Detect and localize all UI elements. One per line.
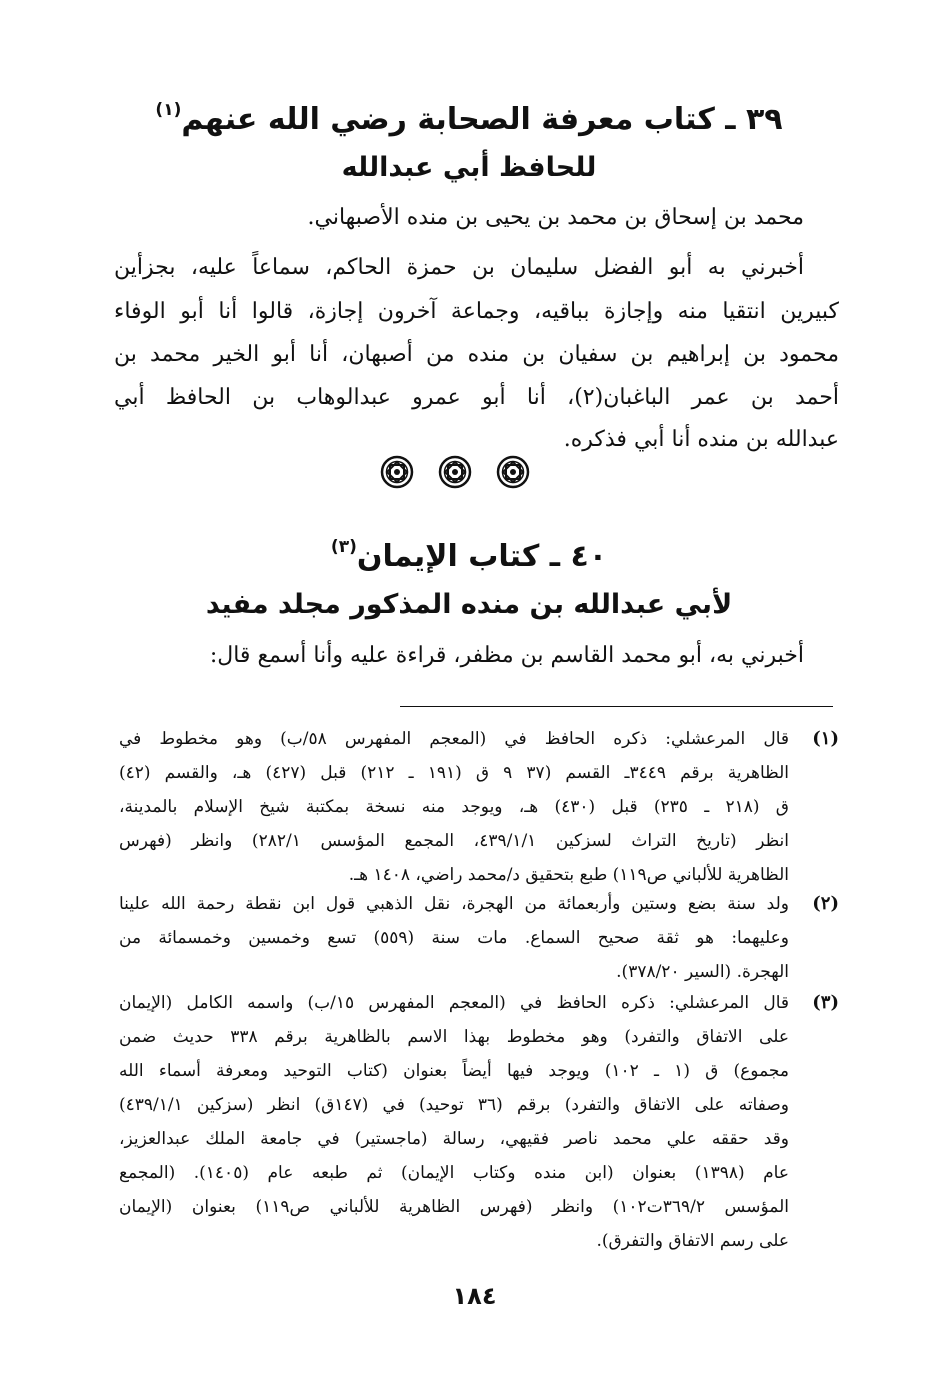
section-title-39 (139, 98, 799, 142)
section-subtitle-39: للحافظ أبي عبدالله (341, 152, 597, 183)
ornament-icon (438, 455, 472, 489)
footnote-line: على رسم الاتفاق والتفرق). (596, 1231, 789, 1251)
footnote-line: مجموع) ق (١ ـ ١٠٢) ويوجد فيها أيضاً بعنوان (كتاب التوحيد ومعرفة أسماء الله (119, 1061, 789, 1081)
body-line: محمود بن إبراهيم بن سفيان بن منده من أصبهان، أنا أبو الخير محمد بن (114, 342, 839, 367)
footnote-line: الهجرة. (السير ٣٧٨/٢٠). (616, 962, 789, 982)
footnote-line: ولد سنة بضع وستين وأربعمائة من الهجرة، نقل الذهبي قول ابن نقطة رحمة الله علينا (119, 894, 789, 914)
footnote-line: على الاتفاق والتفرد) وهو مخطوط بهذا الاسم بالظاهرية برقم ٣٣٨ حديث ضمن (119, 1027, 789, 1047)
body-line: عبدالله بن منده أنا أبي فذكره. (563, 427, 839, 452)
footnote-number: (٣) (812, 992, 839, 1013)
body-line: أخبرني به، أبو محمد القاسم بن مظفر، قراءة عليه وأنا أسمع قال: (209, 643, 804, 668)
footnote-line: وقد حققه علي محمد ناصر فقيهي، رسالة (ماجستير) في جامعة الملك عبدالعزيز، (119, 1129, 789, 1149)
footnote-separator (400, 706, 833, 707)
footnote-number: (٢) (812, 893, 839, 914)
page-number: ١٨٤ (452, 1282, 497, 1310)
section-title-text: ٣٩ ـ كتاب معرفة الصحابة رضي الله عنهم (181, 102, 783, 137)
section-ornaments (380, 455, 530, 489)
footnote-line: الظاهرية برقم ٣٤٤٩ـ القسم (٣٧ ٩ ق (١٩١ ـ ٢١٢) قبل (٤٢٧) هـ، والقسم (٤٢) (119, 763, 790, 783)
footnote-line: قال المرعشلي: ذكره الحافظ في (المعجم المفهرس ٥٨/ب) وهو مخطوط في (119, 729, 789, 749)
footnote-line: وعليهما: هو ثقة صحيح السماع. مات سنة (٥٥٩) تسع وخمسين وخمسمائة من (119, 928, 789, 948)
section-subtitle-40: لأبي عبدالله بن منده المذكور مجلد مفيد (205, 589, 733, 620)
footnote-line: عام (١٣٩٨) بعنوان (ابن منده وكتاب الإيمان) ثم طبعه عام (١٤٠٥). (المجمع (119, 1163, 789, 1183)
body-line: كبيرين انتقيا منه وإجازة بباقيه، وجماعة آخرون إجازة، قالوا أنا أبو الوفاء (114, 299, 839, 324)
footnote-line: وصفاته على الاتفاق والتفرد) برقم (٣٦ توحيد) في (١٤٧ق) انظر (سزكين ٤٣٩/١/١) (119, 1095, 789, 1115)
section-title-40 (139, 535, 799, 579)
body-line: محمد بن إسحاق بن محمد بن يحيى بن منده الأصبهاني. (307, 205, 804, 230)
body-line: أحمد بن عمر الباغبان(٢)، أنا أبو عمرو عبدالوهاب بن الحافظ أبي (114, 385, 839, 410)
footnote-ref-3: (٣) (330, 537, 357, 557)
ornament-icon (496, 455, 530, 489)
footnote-line: ق (٢١٨ ـ ٢٣٥) قبل (٤٣٠) هـ، ويوجد منه نسخة بمكتبة شيخ الإسلام بالمدينة، (119, 797, 789, 817)
footnote-line: قال المرعشلي: ذكره الحافظ في (المعجم المفهرس ١٥/ب) واسمه الكامل (الإيمان (119, 993, 789, 1013)
footnote-line: انظر (تاريخ التراث لسزكين ٤٣٩/١/١، المجمع المؤسس ٢٨٢/١) وانظر (فهرس (119, 831, 790, 851)
section-title-text: ٤٠ ـ كتاب الإيمان (356, 539, 608, 574)
footnote-line: المؤسس ٣٦٩/٢ت١٠٢) وانظر (فهرس الظاهرية للألباني ص١١٩) بعنوان (الإيمان (119, 1197, 789, 1217)
footnote-line: الظاهرية للألباني ص١١٩) طبع بتحقيق د/محمد راضي، ١٤٠٨ هـ. (348, 865, 789, 885)
footnote-ref-1: (١) (155, 100, 182, 120)
footnote-number: (١) (812, 728, 839, 749)
ornament-icon (380, 455, 414, 489)
body-line: أخبرني به أبو الفضل سليمان بن حمزة الحاكم، سماعاً عليه، بجزأين (114, 255, 804, 280)
